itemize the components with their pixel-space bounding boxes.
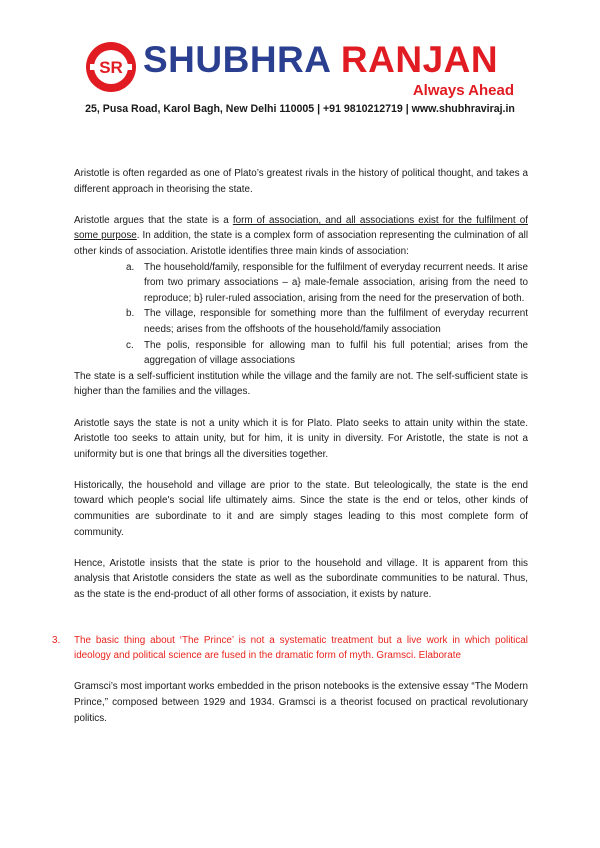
brand-name bbox=[143, 39, 498, 81]
letterhead bbox=[0, 0, 600, 130]
paragraph-3: The state is a self-sufficient institution while the village and the family are not. The self-sufficient state is higher than the families and the villages. bbox=[74, 370, 528, 398]
underlined-phrase: form of association, and all associations exist for the fulfilment of some purpose bbox=[74, 214, 528, 242]
paragraph-5: Historically, the household and village are prior to the state. But teleologically, the state is the end toward which people's social life ultimately aims. Since the state is the end or telos, other kinds of communities are subordinate to it and are simply stages leading to this most complete form of community. bbox=[74, 479, 528, 538]
list-item: a. The household/family, responsible for the fulfilment of everyday recurrent needs. It arise from two primary associations – a} male-female association, arising from the need to reproduce; b} ruler-ruled association, arising from the need for the preservation of both. bbox=[126, 261, 528, 304]
svg-text:SR: SR bbox=[99, 58, 123, 77]
list-item: c. The polis, responsible for allowing man to fulfil his full potential; arises from the aggregation of village associations bbox=[126, 339, 528, 367]
list-item: b. The village, responsible for something more than the fulfilment of everyday recurrent needs; arises from the offshoots of the household/family association bbox=[126, 308, 528, 335]
question-3 bbox=[52, 633, 528, 664]
paragraph-7: Gramsci’s most important works embedded in the prison notebooks is the extensive essay “The Modern Prince,” composed between 1929 and 1934. Gramsci is a theorist focused on practical revolutionary politics. bbox=[74, 681, 528, 724]
association-list bbox=[74, 260, 528, 369]
paragraph-2: Aristotle argues that the state is a form of association, and all associations exist for the fulfilment of some purpose. In addition, the state is a complex form of association representing the culmination of all other kinds of association. Aristotle identifies three main kinds of association: bbox=[74, 214, 529, 257]
brand-first: SHUBHRA bbox=[143, 39, 331, 80]
paragraph-1: Aristotle is often regarded as one of Plato’s greatest rivals in the history of political thought, and takes a different approach in theorising the state. bbox=[74, 168, 528, 195]
question-text: The basic thing about ‘The Prince’ is not a systematic treatment but a live work in which political ideology and political science are fused in the dramatic form of myth. Gramsci. Elaborate bbox=[74, 634, 528, 662]
brand-second: RANJAN bbox=[340, 39, 499, 80]
sr-logo-icon bbox=[85, 41, 137, 93]
question-number: 3. bbox=[52, 634, 61, 646]
address-line: 25, Pusa Road, Karol Bagh, New Delhi 110005 | +91 9810212719 | www.shubhraviraj.in bbox=[85, 103, 515, 115]
document-body bbox=[52, 166, 529, 742]
paragraph-4: Aristotle says the state is not a unity which it is for Plato. Plato seeks to attain unity within the state. Aristotle too seeks to attain unity, but for him, it is unity in diversity. For Aristotle, the state is not a uniformity but is one that brings all the diversities together. bbox=[74, 417, 528, 460]
tagline: Always Ahead bbox=[412, 82, 514, 99]
paragraph-6: Hence, Aristotle insists that the state is prior to the household and village. It is apparent from this analysis that Aristotle considers the state as well as the subordinate communities to be natural. Thus, as the state is the end-product of all other forms of association, it exists by nature. bbox=[74, 557, 528, 601]
